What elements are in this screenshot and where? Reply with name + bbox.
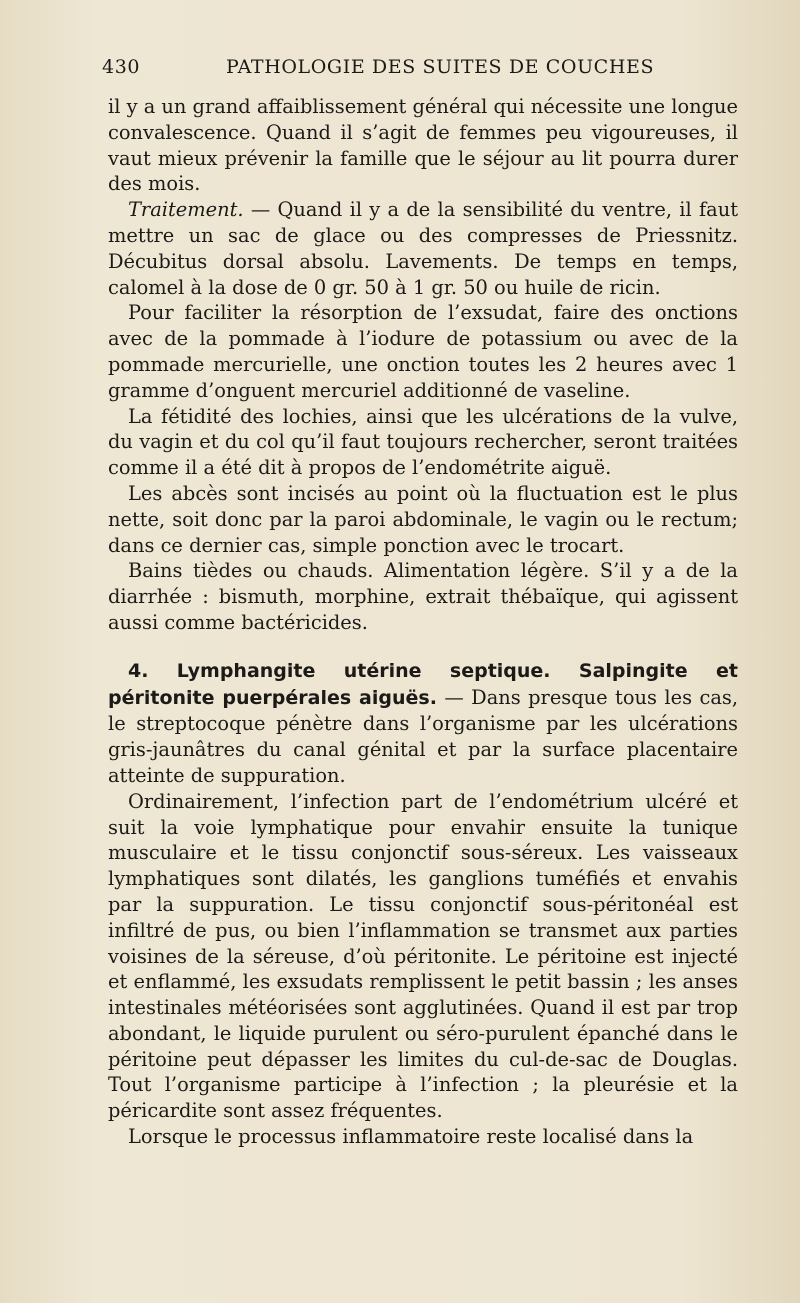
paragraph-traitement — [108, 197, 738, 300]
traitement-lead: Traitement. — [128, 198, 244, 222]
traitement-text: — Quand il y a de la sensibilité du ventre, il faut mettre un sac de glace ou des compresses de Priessnitz. Décubitus dorsal absolu. Lavements. De temps en temps, calomel à la dose de 0 gr. 50 à 1 gr. 50 ou huile de ricin. — [108, 198, 738, 299]
section-4-paragraph — [108, 658, 738, 789]
paragraph: Bains tièdes ou chauds. Alimentation légère. S’il y a de la diarrhée : bismuth, morphine, extrait thébaïque, qui agissent aussi comme bactéricides. — [108, 559, 738, 634]
body-text — [108, 94, 738, 1150]
section-heading: 4. Lymphangite utérine septique. Salpingite et péritonite puerpérales aiguës. — [108, 659, 738, 709]
paragraph: Ordinairement, l’infection part de l’endométrium ulcéré et suit la voie lymphatique pour envahir ensuite la tunique musculaire et le tissu conjonctif sous-séreux. Les vaisseaux lymphatiques sont dilatés, les ganglions tuméfiés et envahis par la suppuration. Le tissu conjonctif sous-péritonéal est infiltré de pus, ou bien l’inflammation se transmet aux parties voisines de la séreuse, d’où péritonite. Le péritoine est injecté et enflammé, les exsudats remplissent le petit bassin ; les anses intestinales météorisées sont agglutinées. Quand il est par trop abondant, le liquide purulent ou séro-purulent épanché dans le péritoine peut dépasser les limites du cul-de-sac de Douglas. Tout l’organisme participe à l’infection ; la pleurésie et la péricardite sont assez fréquentes. — [108, 789, 738, 1123]
paragraph: La fétidité des lochies, ainsi que les ulcérations de la vulve, du vagin et du col qu’il faut toujours rechercher, seront traitées comme il a été dit à propos de l’endométrite aiguë. — [108, 404, 738, 480]
paragraph: il y a un grand affaiblissement général qui nécessite une longue convalescence. Quand il s’agit de femmes peu vigoureuses, il vaut mieux prévenir la famille que le séjour au lit pourra durer des mois. — [108, 95, 738, 196]
section-text: — Dans presque tous les cas, le streptocoque pénètre dans l’organisme par les ulcérations gris-jaunâtres du canal génital et par la surface placentaire atteinte de suppuration. — [108, 685, 738, 787]
paragraph: Lorsque le processus inflammatoire reste localisé dans la — [128, 1125, 694, 1149]
paragraph: Pour faciliter la résorption de l’exsudat, faire des onctions avec de la pommade à l’iodure de potassium ou avec de la pommade mercurielle, une onction toutes les 2 heures avec 1 gramme d’onguent mercuriel additionné de vaseline. — [108, 301, 738, 402]
running-title: PATHOLOGIE DES SUITES DE COUCHES — [226, 56, 655, 78]
page-header — [102, 56, 742, 86]
page-number: 430 — [102, 56, 141, 78]
paragraph: Les abcès sont incisés au point où la fluctuation est le plus nette, soit donc par la paroi abdominale, le vagin ou le rectum; dans ce dernier cas, simple ponction avec le trocart. — [108, 481, 738, 557]
